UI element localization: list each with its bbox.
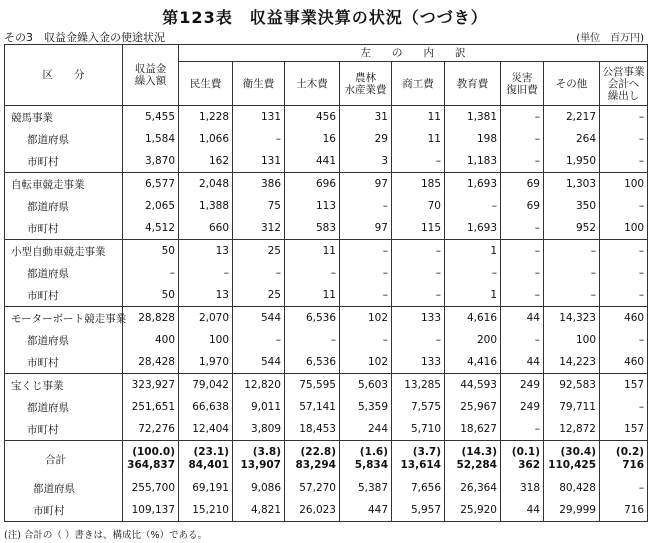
- table-row: [5, 396, 648, 418]
- cell-value: –: [445, 195, 501, 217]
- total-value: 83,294: [295, 459, 336, 471]
- header-revenue: 収益金 繰入額: [123, 45, 179, 106]
- cell-value: 29,999: [544, 499, 600, 522]
- cell-value: –: [544, 262, 600, 284]
- cell-value: 5,710: [392, 418, 445, 441]
- row-label: 市町村: [5, 499, 123, 522]
- cell-value: 29: [340, 128, 392, 150]
- cell-value: 115: [392, 217, 445, 240]
- total-cell: [340, 441, 392, 478]
- header-col: 公営事業 会計へ 繰出し: [600, 62, 648, 106]
- cell-value: 157: [600, 418, 648, 441]
- total-value: 52,284: [456, 459, 497, 471]
- total-value: 110,425: [548, 459, 596, 471]
- cell-value: 57,270: [285, 477, 340, 499]
- total-pct: (3.7): [412, 446, 441, 458]
- cell-value: –: [600, 195, 648, 217]
- cell-value: 100: [544, 329, 600, 351]
- header-col: 民生費: [179, 62, 233, 106]
- cell-value: 1: [445, 284, 501, 307]
- cell-value: –: [501, 418, 544, 441]
- total-cell: [544, 441, 600, 478]
- cell-value: 1,066: [179, 128, 233, 150]
- cell-value: 12,872: [544, 418, 600, 441]
- total-cell: [179, 441, 233, 478]
- cell-value: 460: [600, 351, 648, 374]
- cell-value: 185: [392, 173, 445, 196]
- cell-value: 255,700: [123, 477, 179, 499]
- header-category: 区 分: [5, 45, 123, 106]
- cell-value: 441: [285, 150, 340, 173]
- cell-value: –: [600, 396, 648, 418]
- cell-value: 15,210: [179, 499, 233, 522]
- cell-value: –: [600, 329, 648, 351]
- cell-value: 350: [544, 195, 600, 217]
- cell-value: 5,603: [340, 374, 392, 397]
- cell-value: 264: [544, 128, 600, 150]
- total-pct: (0.1): [511, 446, 540, 458]
- cell-value: 4,616: [445, 307, 501, 330]
- page-title: 第123表 収益事業決算の状況（つづき）: [162, 8, 488, 27]
- cell-value: 460: [600, 307, 648, 330]
- cell-value: 79,042: [179, 374, 233, 397]
- cell-value: 318: [501, 477, 544, 499]
- cell-value: 26,023: [285, 499, 340, 522]
- cell-value: –: [445, 262, 501, 284]
- total-cell: [445, 441, 501, 478]
- total-cell: [123, 441, 179, 478]
- cell-value: 25: [233, 240, 285, 263]
- row-label: 市町村: [5, 284, 123, 307]
- row-label: 小型自動車競走事業: [5, 240, 123, 263]
- cell-value: –: [340, 262, 392, 284]
- cell-value: 14,223: [544, 351, 600, 374]
- row-label: 都道府県: [5, 477, 123, 499]
- cell-value: 13,285: [392, 374, 445, 397]
- cell-value: 249: [501, 396, 544, 418]
- row-label: 都道府県: [5, 128, 123, 150]
- cell-value: 1,381: [445, 106, 501, 129]
- cell-value: 131: [233, 150, 285, 173]
- cell-value: 100: [600, 217, 648, 240]
- cell-value: 1,228: [179, 106, 233, 129]
- cell-value: –: [501, 284, 544, 307]
- total-row: [5, 441, 648, 478]
- cell-value: –: [600, 106, 648, 129]
- table-row: [5, 477, 648, 499]
- cell-value: 244: [340, 418, 392, 441]
- cell-value: 44,593: [445, 374, 501, 397]
- cell-value: 100: [600, 173, 648, 196]
- cell-value: –: [233, 128, 285, 150]
- cell-value: 131: [233, 106, 285, 129]
- cell-value: 323,927: [123, 374, 179, 397]
- cell-value: 3,870: [123, 150, 179, 173]
- cell-value: –: [600, 262, 648, 284]
- cell-value: 25,967: [445, 396, 501, 418]
- total-pct: (23.1): [193, 446, 229, 458]
- cell-value: 11: [392, 106, 445, 129]
- cell-value: –: [179, 262, 233, 284]
- cell-value: 25,920: [445, 499, 501, 522]
- total-value: 13,907: [240, 459, 281, 471]
- cell-value: 251,651: [123, 396, 179, 418]
- cell-value: 5,455: [123, 106, 179, 129]
- unit-label: (単位 百万円): [576, 33, 644, 44]
- cell-value: –: [392, 284, 445, 307]
- cell-value: –: [600, 128, 648, 150]
- cell-value: –: [340, 240, 392, 263]
- cell-value: –: [600, 284, 648, 307]
- cell-value: 696: [285, 173, 340, 196]
- cell-value: 3,809: [233, 418, 285, 441]
- header-col: 農林 水産業費: [340, 62, 392, 106]
- header-col: 土木費: [285, 62, 340, 106]
- row-label: モーターボート競走事業: [5, 307, 123, 330]
- cell-value: 4,512: [123, 217, 179, 240]
- cell-value: 80,428: [544, 477, 600, 499]
- cell-value: –: [123, 262, 179, 284]
- cell-value: 133: [392, 351, 445, 374]
- cell-value: 12,820: [233, 374, 285, 397]
- table-row: [5, 284, 648, 307]
- cell-value: 3: [340, 150, 392, 173]
- table-subtitle: その3 収益金繰入金の使途状況: [4, 31, 165, 44]
- cell-value: 26,364: [445, 477, 501, 499]
- cell-value: 16: [285, 128, 340, 150]
- cell-value: 100: [179, 329, 233, 351]
- cell-value: –: [501, 329, 544, 351]
- cell-value: 386: [233, 173, 285, 196]
- cell-value: –: [600, 150, 648, 173]
- cell-value: 70: [392, 195, 445, 217]
- cell-value: 1,693: [445, 217, 501, 240]
- header-col: その他: [544, 62, 600, 106]
- cell-value: 72,276: [123, 418, 179, 441]
- total-cell: [600, 441, 648, 478]
- row-label: 市町村: [5, 217, 123, 240]
- cell-value: 1,303: [544, 173, 600, 196]
- cell-value: 66,638: [179, 396, 233, 418]
- header-col: 商工費: [392, 62, 445, 106]
- table-row: [5, 217, 648, 240]
- header-col: 災害 復旧費: [501, 62, 544, 106]
- header-breakdown: 左 の 内 訳: [179, 45, 648, 62]
- cell-value: –: [501, 150, 544, 173]
- total-cell: [285, 441, 340, 478]
- cell-value: 11: [392, 128, 445, 150]
- row-label: 市町村: [5, 150, 123, 173]
- cell-value: 583: [285, 217, 340, 240]
- cell-value: 31: [340, 106, 392, 129]
- cell-value: –: [501, 240, 544, 263]
- cell-value: 200: [445, 329, 501, 351]
- total-value: 364,837: [127, 459, 175, 471]
- cell-value: 4,416: [445, 351, 501, 374]
- total-pct: (1.6): [359, 446, 388, 458]
- cell-value: 7,656: [392, 477, 445, 499]
- cell-value: 716: [600, 499, 648, 522]
- cell-value: 660: [179, 217, 233, 240]
- cell-value: 69: [501, 195, 544, 217]
- cell-value: 1,970: [179, 351, 233, 374]
- table-row: [5, 418, 648, 441]
- cell-value: 18,627: [445, 418, 501, 441]
- cell-value: 50: [123, 284, 179, 307]
- cell-value: 97: [340, 173, 392, 196]
- row-label: 都道府県: [5, 329, 123, 351]
- cell-value: 157: [600, 374, 648, 397]
- table-row: [5, 307, 648, 330]
- cell-value: 6,577: [123, 173, 179, 196]
- total-value: 5,834: [354, 459, 388, 471]
- table-row: [5, 173, 648, 196]
- cell-value: 6,536: [285, 351, 340, 374]
- cell-value: 1,183: [445, 150, 501, 173]
- cell-value: 57,141: [285, 396, 340, 418]
- cell-value: 109,137: [123, 499, 179, 522]
- cell-value: 18,453: [285, 418, 340, 441]
- cell-value: –: [340, 329, 392, 351]
- cell-value: –: [285, 329, 340, 351]
- table-row: [5, 351, 648, 374]
- cell-value: 79,711: [544, 396, 600, 418]
- footnote: (注) 合計の（ ）書きは、構成比（%）である。: [4, 530, 207, 541]
- cell-value: 102: [340, 307, 392, 330]
- cell-value: 11: [285, 240, 340, 263]
- cell-value: 2,217: [544, 106, 600, 129]
- row-label: 都道府県: [5, 396, 123, 418]
- cell-value: 5,957: [392, 499, 445, 522]
- cell-value: 2,065: [123, 195, 179, 217]
- cell-value: 1,388: [179, 195, 233, 217]
- row-label: 合計: [5, 441, 123, 478]
- cell-value: 249: [501, 374, 544, 397]
- total-value: 13,614: [400, 459, 441, 471]
- cell-value: 5,387: [340, 477, 392, 499]
- cell-value: –: [392, 329, 445, 351]
- cell-value: 13: [179, 240, 233, 263]
- header-col: 教育費: [445, 62, 501, 106]
- cell-value: 11: [285, 284, 340, 307]
- cell-value: –: [501, 106, 544, 129]
- cell-value: 1,950: [544, 150, 600, 173]
- cell-value: 400: [123, 329, 179, 351]
- cell-value: 97: [340, 217, 392, 240]
- row-label: 都道府県: [5, 262, 123, 284]
- table-row: [5, 499, 648, 522]
- cell-value: –: [501, 217, 544, 240]
- cell-value: 44: [501, 351, 544, 374]
- table-row: [5, 195, 648, 217]
- total-pct: (3.8): [252, 446, 281, 458]
- total-pct: (22.8): [300, 446, 336, 458]
- table-row: [5, 240, 648, 263]
- total-pct: (14.3): [461, 446, 497, 458]
- cell-value: –: [544, 284, 600, 307]
- table-row: [5, 262, 648, 284]
- cell-value: 9,086: [233, 477, 285, 499]
- row-label: 都道府県: [5, 195, 123, 217]
- total-cell: [501, 441, 544, 478]
- cell-value: 102: [340, 351, 392, 374]
- cell-value: 113: [285, 195, 340, 217]
- cell-value: 28,828: [123, 307, 179, 330]
- cell-value: 544: [233, 351, 285, 374]
- total-value: 362: [518, 459, 540, 471]
- cell-value: 544: [233, 307, 285, 330]
- cell-value: –: [340, 195, 392, 217]
- cell-value: 14,323: [544, 307, 600, 330]
- row-label: 宝くじ事業: [5, 374, 123, 397]
- cell-value: 28,428: [123, 351, 179, 374]
- cell-value: –: [233, 262, 285, 284]
- cell-value: 1,693: [445, 173, 501, 196]
- cell-value: 2,048: [179, 173, 233, 196]
- cell-value: –: [501, 128, 544, 150]
- cell-value: 9,011: [233, 396, 285, 418]
- cell-value: –: [544, 240, 600, 263]
- cell-value: 162: [179, 150, 233, 173]
- cell-value: 6,536: [285, 307, 340, 330]
- cell-value: 44: [501, 499, 544, 522]
- cell-value: –: [501, 262, 544, 284]
- cell-value: 2,070: [179, 307, 233, 330]
- cell-value: 44: [501, 307, 544, 330]
- table-row: [5, 128, 648, 150]
- cell-value: 75: [233, 195, 285, 217]
- total-value: 716: [622, 459, 645, 471]
- header-col: 衛生費: [233, 62, 285, 106]
- cell-value: –: [392, 240, 445, 263]
- total-cell: [233, 441, 285, 478]
- total-value: 84,401: [188, 459, 229, 471]
- total-pct: (100.0): [132, 446, 175, 458]
- cell-value: 447: [340, 499, 392, 522]
- table-row: [5, 106, 648, 129]
- cell-value: –: [600, 240, 648, 263]
- cell-value: 4,821: [233, 499, 285, 522]
- cell-value: 7,575: [392, 396, 445, 418]
- total-pct: (30.4): [560, 446, 596, 458]
- row-label: 自転車競走事業: [5, 173, 123, 196]
- cell-value: –: [233, 329, 285, 351]
- usage-table: [4, 44, 648, 522]
- cell-value: 75,595: [285, 374, 340, 397]
- table-row: [5, 329, 648, 351]
- cell-value: –: [392, 262, 445, 284]
- row-label: 市町村: [5, 418, 123, 441]
- cell-value: 133: [392, 307, 445, 330]
- cell-value: 456: [285, 106, 340, 129]
- cell-value: 198: [445, 128, 501, 150]
- table-row: [5, 374, 648, 397]
- cell-value: –: [285, 262, 340, 284]
- total-pct: (0.2): [615, 446, 645, 458]
- cell-value: 952: [544, 217, 600, 240]
- cell-value: 5,359: [340, 396, 392, 418]
- table-row: [5, 150, 648, 173]
- cell-value: 12,404: [179, 418, 233, 441]
- row-label: 競馬事業: [5, 106, 123, 129]
- row-label: 市町村: [5, 351, 123, 374]
- cell-value: 69: [501, 173, 544, 196]
- cell-value: 1,584: [123, 128, 179, 150]
- cell-value: –: [600, 477, 648, 499]
- total-cell: [392, 441, 445, 478]
- cell-value: 69,191: [179, 477, 233, 499]
- cell-value: 312: [233, 217, 285, 240]
- cell-value: 50: [123, 240, 179, 263]
- cell-value: 25: [233, 284, 285, 307]
- cell-value: 92,583: [544, 374, 600, 397]
- cell-value: 1: [445, 240, 501, 263]
- cell-value: 13: [179, 284, 233, 307]
- cell-value: –: [392, 150, 445, 173]
- cell-value: –: [340, 284, 392, 307]
